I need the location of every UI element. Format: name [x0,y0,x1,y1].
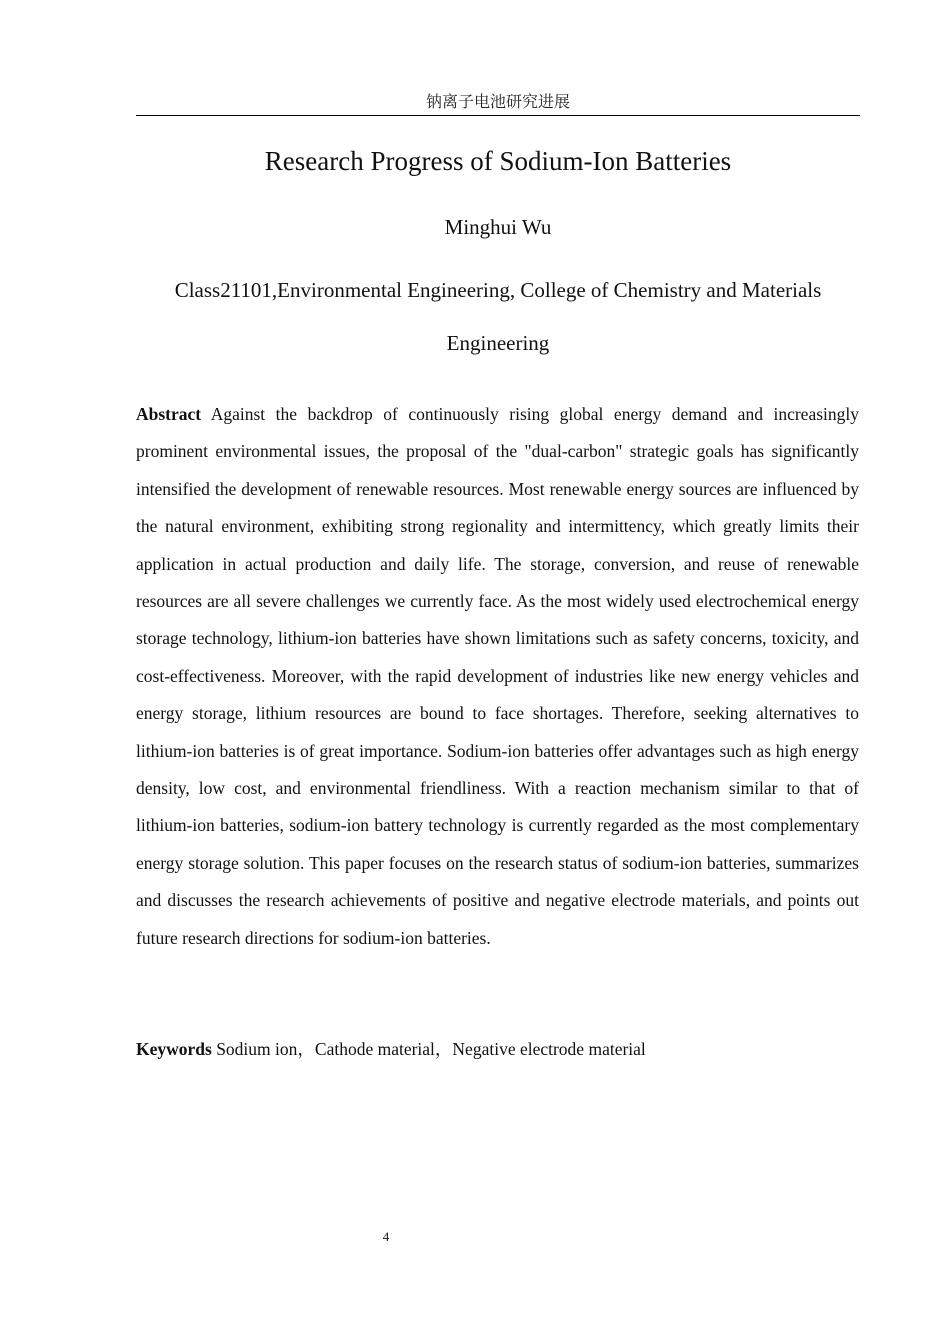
keywords-line [136,1035,859,1063]
abstract-paragraph [136,396,859,957]
keywords-label: Keywords [136,1039,212,1059]
running-header: 钠离子电池研究进展 [136,91,860,116]
keywords-text: Sodium ion，Cathode material，Negative electrode material [216,1039,646,1059]
affiliation-line-1: Class21101,Environmental Engineering, College of Chemistry and Materials [174,278,822,302]
affiliation-line-2: Engineering [446,331,550,355]
page-number: 4 [382,1229,390,1244]
author-name: Minghui Wu [444,215,552,239]
paper-title: Research Progress of Sodium-Ion Batteries [264,146,732,176]
affiliation [136,274,860,380]
abstract-label: Abstract [136,404,202,424]
abstract-text: Against the backdrop of continuously rising global energy demand and increasingly prominent environmental issues, the proposal of the "dual-carbon" strategic goals has significantly intensified the development of renewable resources. Most renewable energy sources are influenced by the natural environment, exhibiting strong regionality and intermittency, which greatly limits their application in actual production and daily life. The storage, conversion, and reuse of renewable resources are all severe challenges we currently face. As the most widely used electrochemical energy storage technology, lithium-ion batteries have shown limitations such as safety concerns, toxicity, and cost-effectiveness. Moreover, with the rapid development of industries like new energy vehicles and energy storage, lithium resources are bound to face shortages. Therefore, seeking alternatives to lithium-ion batteries is of great importance. Sodium-ion batteries offer advantages such as high energy density, low cost, and environmental friendliness. With a reaction mechanism similar to that of lithium-ion batteries, sodium-ion battery technology is currently regarded as the most complementary energy storage solution. This paper focuses on the research status of sodium-ion batteries, summarizes and discusses the research achievements of positive and negative electrode materials, and points out future research directions for sodium-ion batteries. [136,404,859,948]
